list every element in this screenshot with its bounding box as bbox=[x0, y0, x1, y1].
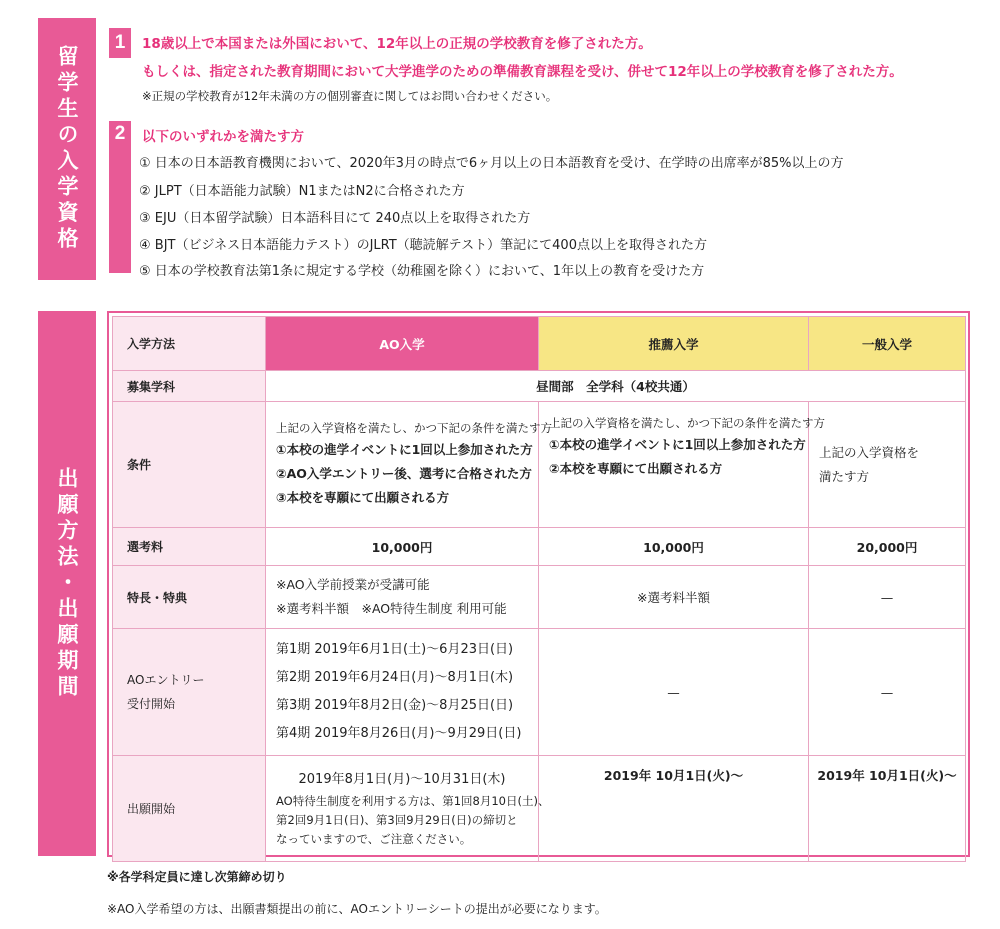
ao-entry-label-line: AOエントリー bbox=[127, 673, 205, 687]
ao-entry-period: 第4期 2019年8月26日(月)〜9月29日(日) bbox=[276, 726, 522, 741]
ao-entry-label-line: 受付開始 bbox=[127, 697, 176, 711]
benefits-label: 特長・特典 bbox=[113, 566, 266, 629]
ao-conditions bbox=[266, 402, 552, 528]
general-benefits: — bbox=[809, 566, 966, 629]
table-row-conditions bbox=[113, 402, 966, 528]
requirement-2-item: ④ BJT（ビジネス日本語能力テスト）のJLRT（聴読解テスト）筆記にて400点以上を取得された方 bbox=[139, 238, 707, 253]
ao-condition-line: 上記の入学資格を満たし、かつ下記の条件を満たす方 bbox=[276, 421, 552, 435]
recommendation-condition-line: ①本校の進学イベントに1回以上参加された方 bbox=[549, 437, 806, 452]
general-condition-line: 満たす方 bbox=[819, 468, 870, 484]
capacity-note: ※各学科定員に達し次第締め切り bbox=[107, 870, 287, 884]
ao-entry-periods bbox=[266, 629, 539, 756]
table-row-benefits bbox=[113, 566, 966, 629]
requirement-1-line1: 18歳以上で本国または外国において、12年以上の正規の学校教育を修了された方。 bbox=[142, 36, 652, 52]
recommendation-condition-line: 上記の入学資格を満たし、かつ下記の条件を満たす方 bbox=[549, 416, 825, 430]
requirement-2-badge bbox=[109, 121, 131, 273]
recommendation-ao-entry: — bbox=[539, 629, 809, 756]
general-admission-header: 一般入学 bbox=[809, 317, 966, 371]
ao-benefits bbox=[266, 566, 539, 629]
table-row-application-start bbox=[113, 756, 966, 862]
general-application-start: 2019年 10月1日(火)〜 bbox=[809, 756, 966, 862]
requirement-2-title: 以下のいずれかを満たす方 bbox=[142, 129, 304, 145]
ao-entry-period: 第1期 2019年6月1日(土)〜6月23日(日) bbox=[276, 642, 514, 657]
general-conditions bbox=[809, 402, 966, 528]
ao-application-note-line: AO特待生制度を利用する方は、第1回8月10日(土)、 bbox=[276, 794, 550, 808]
recommendation-benefits: ※選考料半額 bbox=[539, 566, 809, 629]
application-method-sidebar bbox=[38, 311, 96, 856]
ao-entry-label bbox=[113, 629, 266, 756]
general-fee: 20,000円 bbox=[809, 528, 966, 566]
ao-application-note-line: なっていますので、ご注意ください。 bbox=[276, 832, 472, 846]
admission-method-label: 入学方法 bbox=[113, 317, 266, 371]
ao-condition-line: ②AO入学エントリー後、選考に合格された方 bbox=[276, 466, 532, 481]
recommendation-condition-line: ②本校を専願にて出願される方 bbox=[549, 461, 723, 476]
ao-application-period: 2019年8月1日(月)〜10月31日(木) bbox=[298, 772, 506, 787]
application-method-heading: 出願方法・出願期間 bbox=[55, 466, 79, 701]
table-row-department bbox=[113, 371, 966, 402]
ao-condition-line: ①本校の進学イベントに1回以上参加された方 bbox=[276, 442, 533, 457]
table-row-header bbox=[113, 317, 966, 371]
requirement-2-number: 2 bbox=[114, 123, 126, 144]
requirement-2-item: ① 日本の日本語教育機関において、2020年3月の時点で6ヶ月以上の日本語教育を受け、在学時の出席率が85%以上の方 bbox=[139, 156, 844, 171]
requirement-2-item: ② JLPT（日本語能力試験）N1またはN2に合格された方 bbox=[139, 184, 465, 199]
recommendation-application-start: 2019年 10月1日(火)〜 bbox=[539, 756, 809, 862]
admission-qualification-heading: 留学生の入学資格 bbox=[55, 45, 79, 253]
requirement-1-note: ※正規の学校教育が12年未満の方の個別審査に関してはお問い合わせください。 bbox=[142, 89, 558, 103]
admission-qualification-sidebar bbox=[38, 18, 96, 280]
table-row-fee bbox=[113, 528, 966, 566]
general-condition-line: 上記の入学資格を bbox=[819, 444, 920, 460]
fee-label: 選考料 bbox=[113, 528, 266, 566]
ao-fee: 10,000円 bbox=[266, 528, 539, 566]
ao-entry-period: 第2期 2019年6月24日(月)〜8月1日(木) bbox=[276, 670, 514, 685]
ao-application-note-line: 第2回9月1日(日)、第3回9月29日(日)の締切と bbox=[276, 813, 518, 827]
ao-benefit-line: ※AO入学前授業が受講可能 bbox=[276, 577, 430, 592]
recommendation-conditions bbox=[539, 402, 825, 528]
recommendation-fee: 10,000円 bbox=[539, 528, 809, 566]
requirement-1-number: 1 bbox=[114, 32, 126, 53]
ao-benefit-line: ※選考料半額 ※AO特待生制度 利用可能 bbox=[276, 601, 507, 616]
ao-entry-period: 第3期 2019年8月2日(金)〜8月25日(日) bbox=[276, 698, 514, 713]
ao-admission-header: AO入学 bbox=[266, 317, 539, 371]
department-value: 昼間部 全学科（4校共通） bbox=[266, 371, 966, 402]
ao-condition-line: ③本校を専願にて出願される方 bbox=[276, 490, 450, 505]
recommendation-admission-header: 推薦入学 bbox=[539, 317, 809, 371]
conditions-label: 条件 bbox=[113, 402, 266, 528]
ao-entry-sheet-note: ※AO入学希望の方は、出願書類提出の前に、AOエントリーシートの提出が必要になります。 bbox=[107, 902, 607, 916]
table-row-ao-entry bbox=[113, 629, 966, 756]
requirement-2-item: ③ EJU（日本留学試験）日本語科目にて 240点以上を取得された方 bbox=[139, 211, 531, 226]
department-label: 募集学科 bbox=[113, 371, 266, 402]
general-ao-entry: — bbox=[809, 629, 966, 756]
requirement-1-badge bbox=[109, 28, 131, 58]
requirement-1-line2: もしくは、指定された教育期間において大学進学のための準備教育課程を受け、併せて12年以上の学校教育を修了された方。 bbox=[142, 64, 903, 80]
application-start-label: 出願開始 bbox=[113, 756, 266, 862]
application-table bbox=[112, 316, 966, 862]
ao-application-start bbox=[266, 756, 550, 862]
requirement-2-item: ⑤ 日本の学校教育法第1条に規定する学校（幼稚園を除く）において、1年以上の教育を受けた方 bbox=[139, 264, 705, 279]
